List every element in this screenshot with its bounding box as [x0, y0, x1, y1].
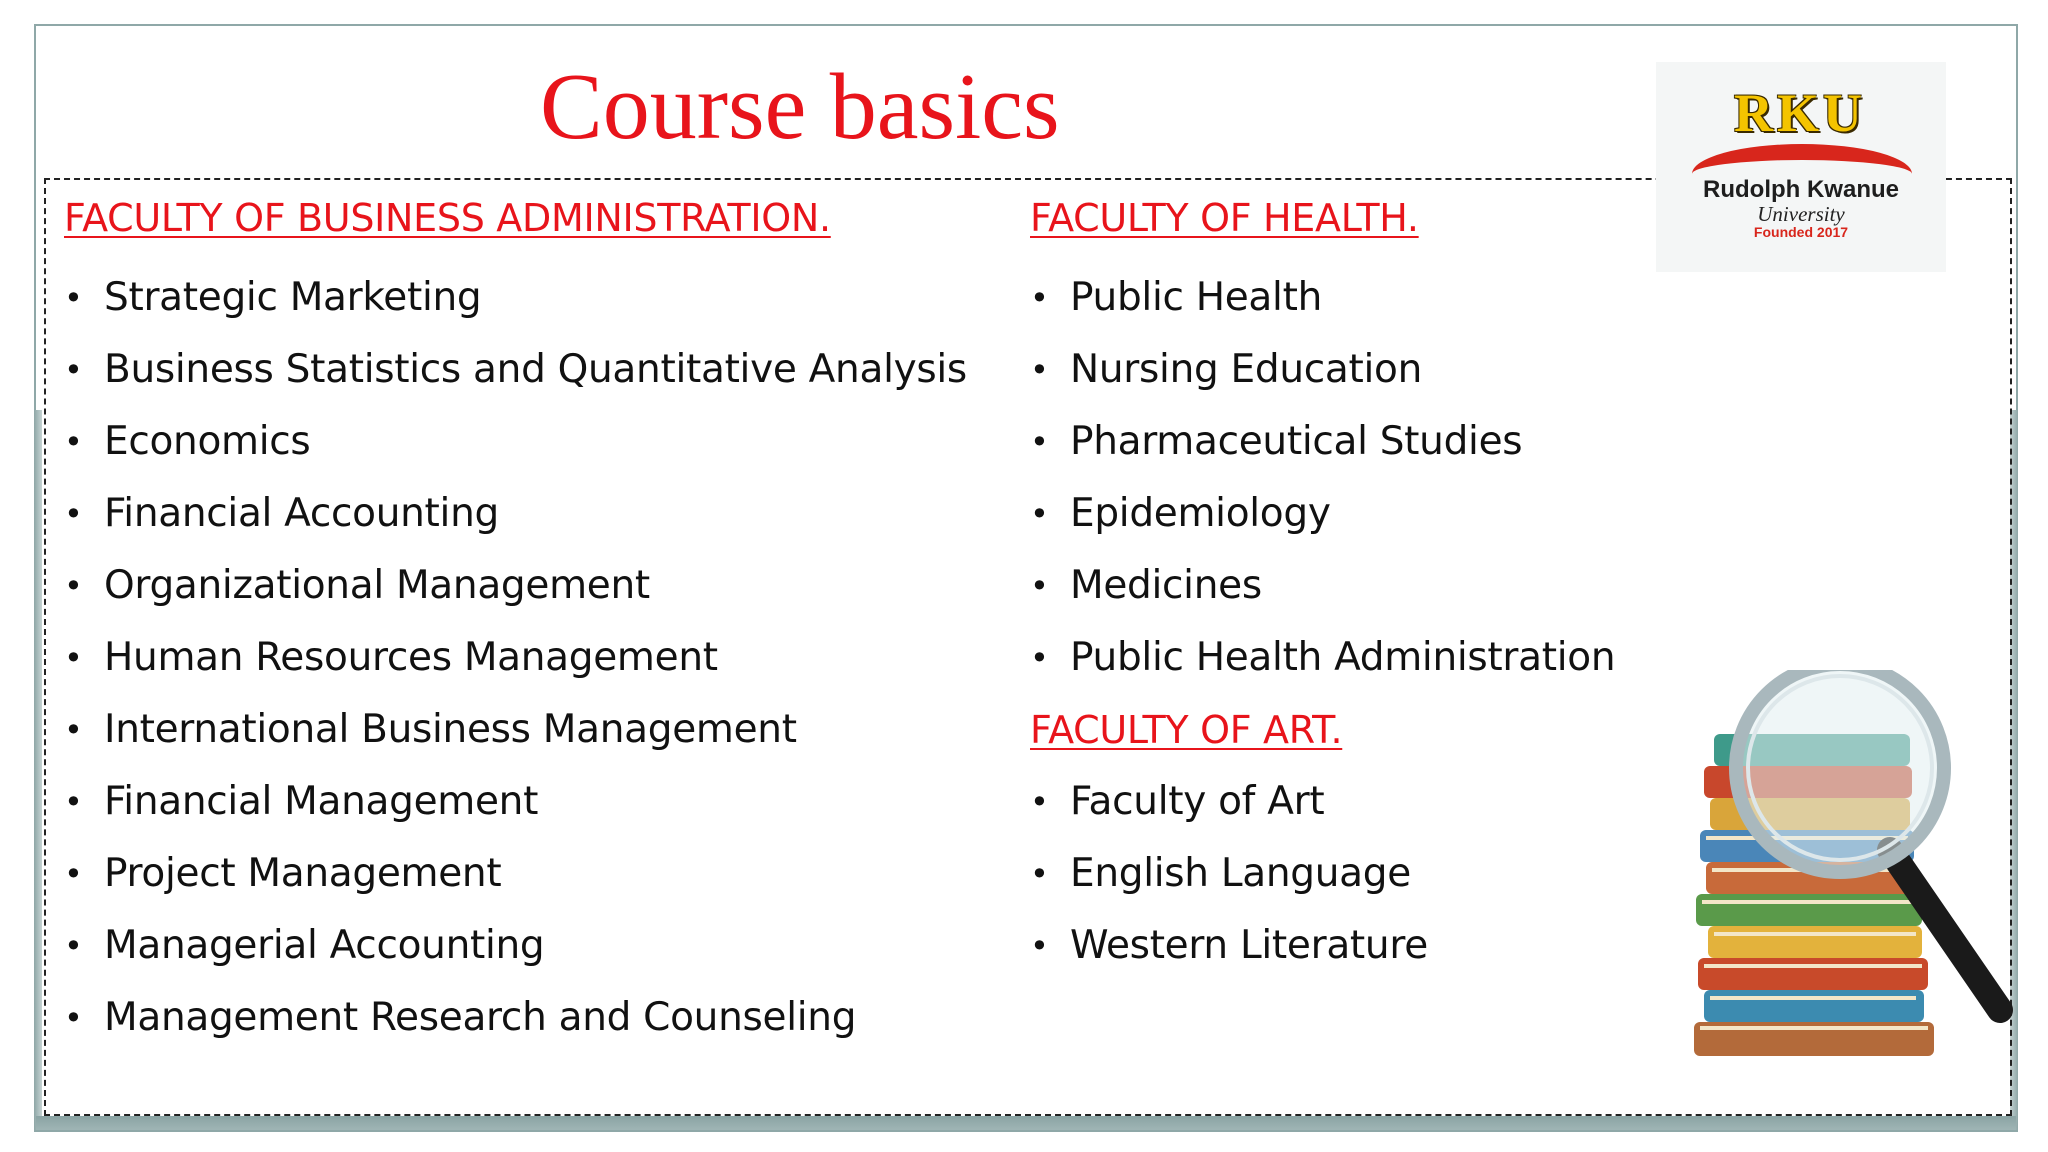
- health-art-column: [1030, 190, 1650, 982]
- page-title: Course basics: [540, 55, 1060, 159]
- course-item: • Management Research and Counseling: [64, 982, 1004, 1054]
- course-item: • Nursing Education: [1030, 334, 1650, 406]
- course-item: • Economics: [64, 406, 1004, 478]
- frame-shadow-bottom: [36, 1116, 2016, 1130]
- health-course-list: [1030, 262, 1650, 694]
- business-course-list: [64, 262, 1004, 1054]
- university-logo: [1656, 62, 1946, 272]
- course-item: • Medicines: [1030, 550, 1650, 622]
- course-item: • Managerial Accounting: [64, 910, 1004, 982]
- course-item: • Financial Accounting: [64, 478, 1004, 550]
- books-magnifier-icon: [1680, 670, 2020, 1070]
- course-item: • English Language: [1030, 838, 1650, 910]
- frame-shadow-left: [34, 410, 42, 1130]
- course-item: • Project Management: [64, 838, 1004, 910]
- course-item: • Pharmaceutical Studies: [1030, 406, 1650, 478]
- logo-founded: Founded 2017: [1753, 224, 1849, 240]
- logo-name: Rudolph Kwanue: [1703, 176, 1899, 203]
- course-item: • Public Health: [1030, 262, 1650, 334]
- course-item: • Epidemiology: [1030, 478, 1650, 550]
- course-item: • Business Statistics and Quantitative Analysis: [64, 334, 1004, 406]
- logo-letters: RKU: [1734, 83, 1866, 143]
- course-item: • Public Health Administration: [1030, 622, 1650, 694]
- business-faculty-heading: FACULTY OF BUSINESS ADMINISTRATION.: [64, 196, 831, 240]
- business-faculty-column: [64, 190, 1004, 1054]
- course-item: • Strategic Marketing: [64, 262, 1004, 334]
- course-item: • International Business Management: [64, 694, 1004, 766]
- course-item: • Organizational Management: [64, 550, 1004, 622]
- course-item: • Western Literature: [1030, 910, 1650, 982]
- logo-subtitle: University: [1757, 202, 1845, 226]
- course-item: • Financial Management: [64, 766, 1004, 838]
- art-course-list: [1030, 766, 1650, 982]
- course-item: • Human Resources Management: [64, 622, 1004, 694]
- art-faculty-heading: FACULTY OF ART.: [1030, 708, 1343, 752]
- health-faculty-heading: FACULTY OF HEALTH.: [1030, 196, 1419, 240]
- course-item: • Faculty of Art: [1030, 766, 1650, 838]
